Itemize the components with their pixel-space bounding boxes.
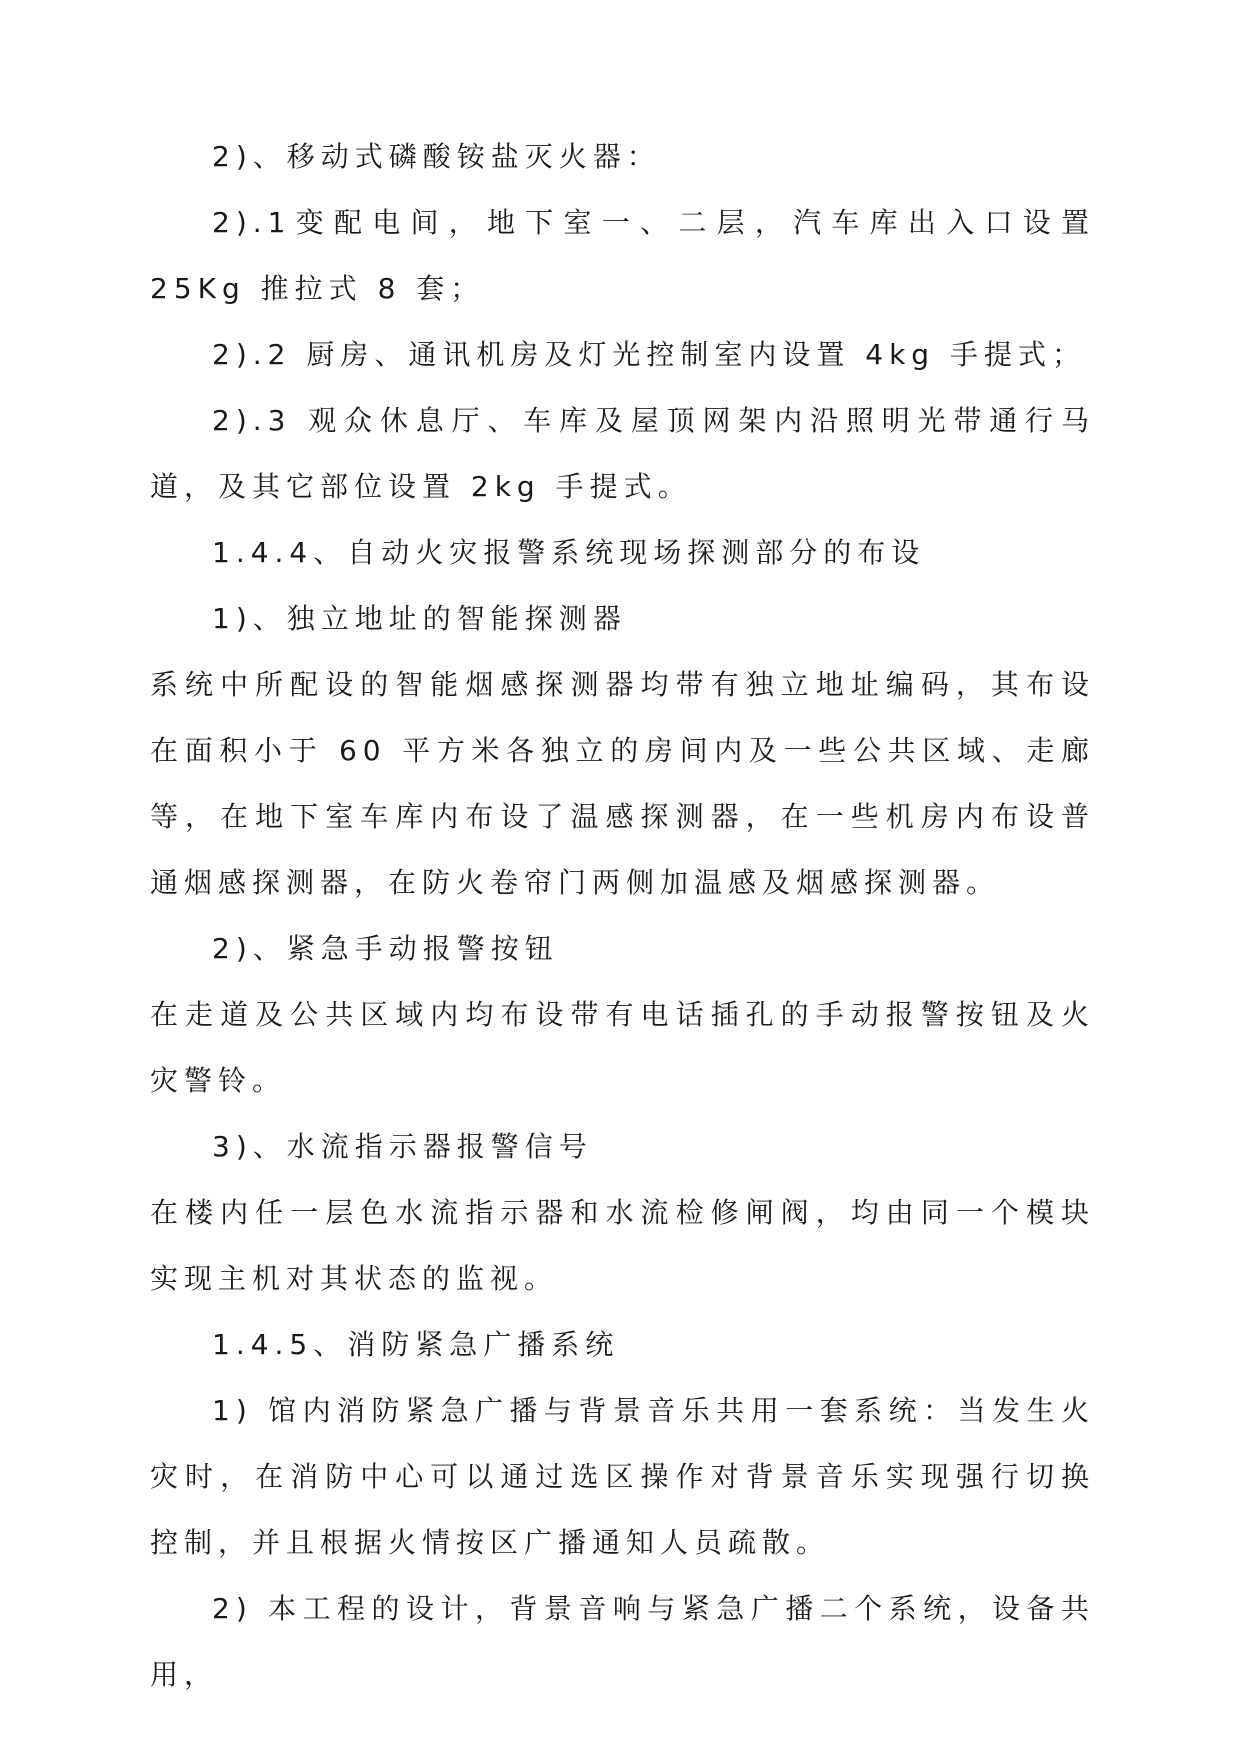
paragraph-item-2-2: 2).2 厨房、通讯机房及灯光控制室内设置 4kg 手提式； <box>212 338 1086 371</box>
paragraph-water-flow-body: 在楼内任一层色水流指示器和水流检修闸阀，均由同一个模块实现主机对其状态的监视。 <box>150 1196 1095 1295</box>
paragraph-fire-extinguisher-heading: 2)、移动式磷酸铵盐灭火器： <box>212 140 661 173</box>
paragraph-manual-alarm-body: 在走道及公共区域内均布设带有电话插孔的手动报警按钮及火灾警铃。 <box>150 998 1095 1097</box>
paragraph-smart-detector-body: 系统中所配设的智能烟感探测器均带有独立地址编码，其布设在面积小于 60 平方米各独立的房间内及一些公共区域、走廊等，在地下室车库内布设了温感探测器，在一些机房内布设普通烟感探测器，在防火卷帘门两侧加温感及烟感探测器。 <box>150 668 1095 899</box>
paragraph-broadcast-2: 2) 本工程的设计，背景音响与紧急广播二个系统，设备共用， <box>150 1592 1095 1691</box>
subheading-water-flow-indicator: 3)、水流指示器报警信号 <box>212 1130 593 1163</box>
paragraph-item-2-1: 2).1变配电间，地下室一、二层，汽车库出入口设置 25Kg 推拉式 8 套； <box>150 206 1095 305</box>
paragraph-item-2-3: 2).3 观众休息厅、车库及屋顶网架内沿照明光带通行马道，及其它部位设置 2kg 手提式。 <box>150 404 1095 503</box>
section-heading-1-4-4: 1.4.4、自动火灾报警系统现场探测部分的布设 <box>212 536 926 569</box>
paragraph-broadcast-1: 1) 馆内消防紧急广播与背景音乐共用一套系统：当发生火灾时，在消防中心可以通过选区操作对背景音乐实现强行切换控制，并且根据火情按区广播通知人员疏散。 <box>150 1394 1095 1559</box>
document-body <box>150 124 1095 1708</box>
section-heading-1-4-5: 1.4.5、消防紧急广播系统 <box>212 1328 620 1361</box>
subheading-smart-detector: 1)、独立地址的智能探测器 <box>212 602 627 635</box>
subheading-manual-alarm-button: 2)、紧急手动报警按钮 <box>212 932 559 965</box>
